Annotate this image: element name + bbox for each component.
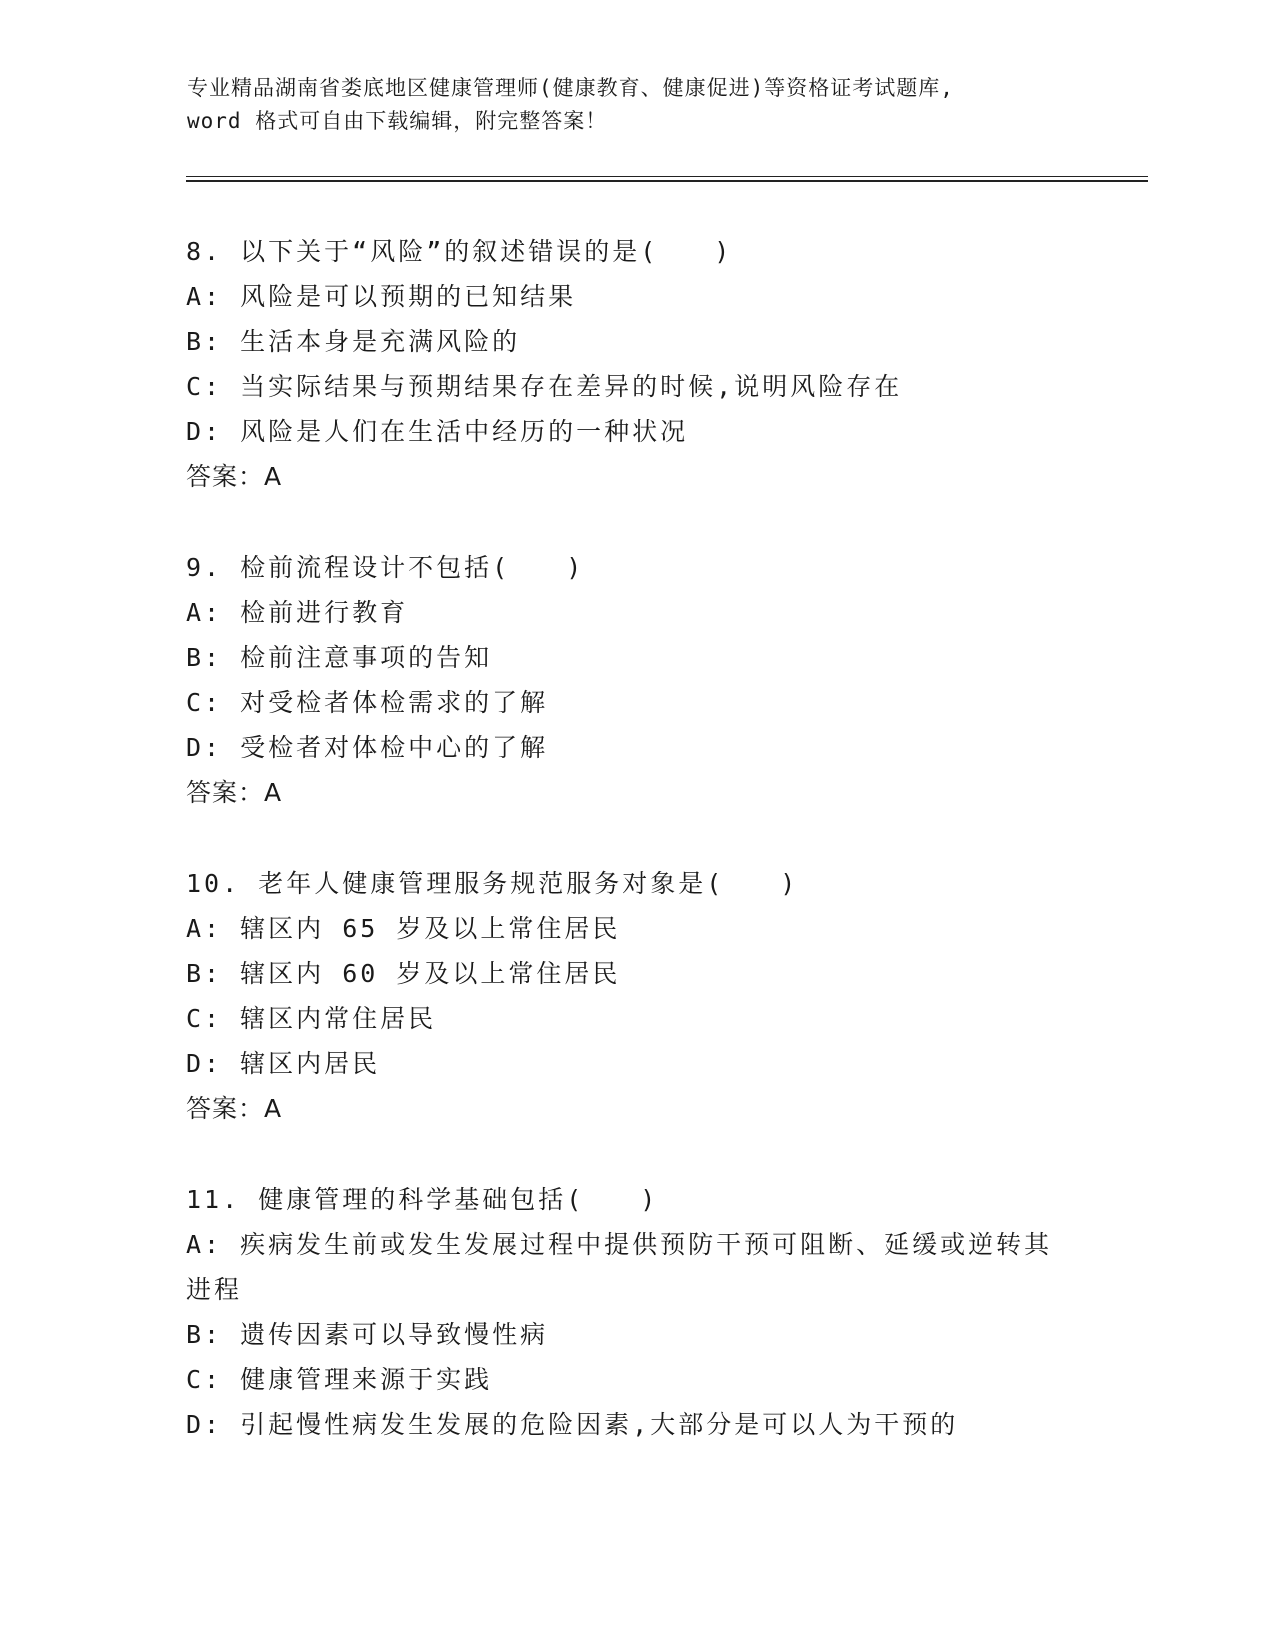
option-d: D: 风险是人们在生活中经历的一种状况 <box>186 417 689 446</box>
question-stem: 9. 检前流程设计不包括( ) <box>186 553 585 582</box>
option-b: B: 辖区内 60 岁及以上常住居民 <box>186 959 621 988</box>
option-d: D: 引起慢性病发生发展的危险因素,大部分是可以人为干预的 <box>186 1410 959 1439</box>
option-c: C: 健康管理来源于实践 <box>186 1365 493 1394</box>
question-8 <box>186 229 1086 499</box>
header-divider-top <box>186 176 1148 177</box>
option-b: B: 生活本身是充满风险的 <box>186 327 521 356</box>
question-stem: 11. 健康管理的科学基础包括( ) <box>186 1185 659 1214</box>
option-c: C: 对受检者体检需求的了解 <box>186 688 549 717</box>
option-a: A: 风险是可以预期的已知结果 <box>186 282 577 311</box>
option-b: B: 检前注意事项的告知 <box>186 643 493 672</box>
answer: 答案：A <box>186 462 283 491</box>
option-c: C: 当实际结果与预期结果存在差异的时候,说明风险存在 <box>186 372 903 401</box>
option-a: A: 疾病发生前或发生发展过程中提供预防干预可阻断、延缓或逆转其进程 <box>186 1230 1053 1304</box>
question-9 <box>186 545 1086 815</box>
option-c: C: 辖区内常住居民 <box>186 1004 437 1033</box>
option-a: A: 检前进行教育 <box>186 598 409 627</box>
answer: 答案：A <box>186 1094 283 1123</box>
option-d: D: 受检者对体检中心的了解 <box>186 733 549 762</box>
option-b: B: 遗传因素可以导致慢性病 <box>186 1320 549 1349</box>
document-header <box>187 72 1087 138</box>
question-11 <box>186 1177 1086 1447</box>
header-line-2: word 格式可自由下载编辑，附完整答案！ <box>187 109 608 133</box>
option-d: D: 辖区内居民 <box>186 1049 381 1078</box>
question-stem: 8. 以下关于“风险”的叙述错误的是( ) <box>186 237 733 266</box>
question-10 <box>186 861 1086 1131</box>
answer: 答案：A <box>186 778 283 807</box>
option-a: A: 辖区内 65 岁及以上常住居民 <box>186 914 621 943</box>
header-divider-bottom <box>186 180 1148 182</box>
header-line-1: 专业精品湖南省娄底地区健康管理师(健康教育、健康促进)等资格证考试题库, <box>187 76 954 100</box>
question-stem: 10. 老年人健康管理服务规范服务对象是( ) <box>186 869 799 898</box>
